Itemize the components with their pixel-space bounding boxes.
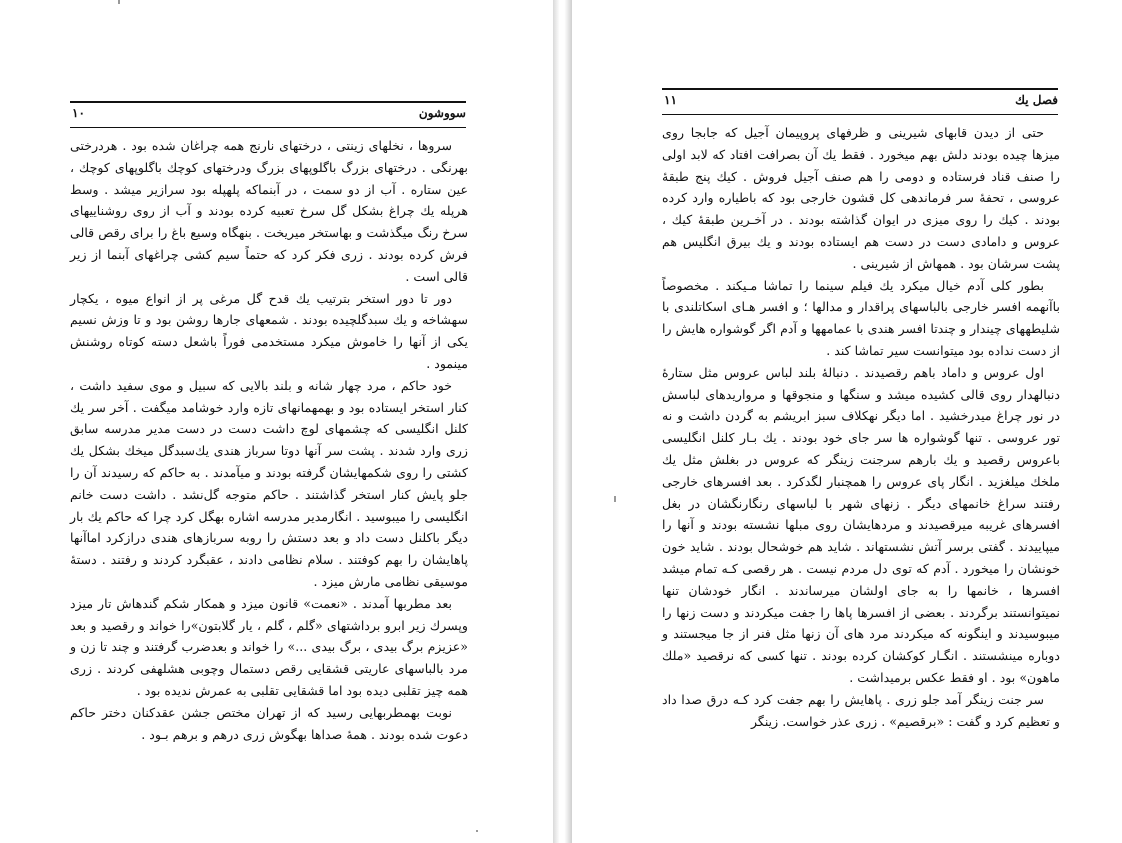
page-speck xyxy=(614,496,616,502)
left-paragraph-4: بعد مطربها آمدند . «نعمت» قانون میزد و همکار شکم گندهاش تار میزد وپسرك زیر ابرو برداشتهای «گلم ، گلم ، یار گلابتون»را خواند و رقصید و بعد «عزیزم برگ بیدی ، برگ بیدی ...» را خواند و بعدضرب گرفتند و چند تا زن و مرد بالباسهای عاریتی قشقایی رقص دستمال وچوبی هشلهفی کردند . زری همه چیز تقلبی دیده بود اما قشقایی تقلبی به عمرش ندیده بود . xyxy=(70,595,468,698)
right-page xyxy=(572,0,1122,843)
left-paragraph-2: دور تا دور استخر بترتیب یك قدح گل مرغی پر از انواع میوه ، یكچار سهشاخه و یك سبدگلچیده بودند . شمعهای جارها روشن بود و تا وزش نسیم یکی از آنها را خاموش میکرد مستخدمی فوراً باشعل دسته کوتاه روشنش مینمود . xyxy=(70,290,468,371)
left-body-text xyxy=(70,135,468,745)
right-running-title: فصل یك xyxy=(1015,93,1058,107)
right-paragraph-4: سر جنت زینگر آمد جلو زری . پاهایش را بهم جفت کرد کـه درق صدا داد و تعظیم کرد و گفت : «برقصیم» . زری عذر خواست. زینگر xyxy=(662,691,1060,729)
left-running-title: سووشون xyxy=(418,106,466,120)
page-speck xyxy=(476,830,478,832)
left-page xyxy=(0,0,553,843)
right-paragraph-3: اول عروس و داماد باهم رقصیدند . دنبالهٔ بلند لباس عروس مثل ستارهٔ دنبالهدار روی قالی کشیده میشد و سنگها و منجوقها و مرواریدهای لباسش در نور چراغ میدرخشید . اما دیگر نهکلاف سبز ابریشم به گردن داشت و نه تور عروسی . تنها گوشواره ها سر جای خود بودند . یك بـار کلنل انگلیسی باعروس رقصید و یك بارهم سرجنت زینگر که عروس در بغلش مثل یك ملخك میلغزید . انگار پای عروس را همچنبار لگدکرد . بعد افسرهای خارجی رفتند سراغ خانمهای دیگر . زنهای شهر با لباسهای رنگارنگشان در بغل افسرهای غریبه میرقصیدند و مردهایشان روی مبلها نشسته بودند و آنها را میپاییدند . گفتی برسر آتش نشستهاند . شاید هم خوشحال بودند . شاید خون خونشان را میخورد . آدم که توی دل مردم نیست . هر رقصی کـه تمام میشد افسرها ، خانمها را به جای اولشان میرساندند . انگار خودشان تنها نمیتوانستند برگردند . بعضی از افسرها پاها را جفت میکردند و دست زنها را میبوسیدند و اینگونه که میکردند مرد های آن زنها مثل فنر از جا میجستند و دوباره مینشستند . انگـار کوکشان کرده بودند . تنها کسی که نرقصید «ملك ماهون» بود . او فقط عکس برمیداشت . xyxy=(662,364,1060,685)
left-paragraph-1: سروها ، نخلهای زینتی ، درختهای نارنج همه چراغان شده بود . هردرختی بهرنگی . درختهای بزرگ باگلوپهای بزرگ ودرختهای کوچك باگلوپهای کوچك ، عین ستاره . آب از دو سمت ، در آبنماکه پلهپله بود سرازیر میشد . وسط هرپله یك چراغ بشکل گل سرخ تعبیه کرده بودند و آب از روی روشناییهای سرخ رنگ میگذشت و بهاستخر میریخت . بنهگاه وسیع باغ را برای رقص قالی فرش کرده بودند . زری فکر کرد که حتماً سیم کشی چراغهای آبنما از زیر قالی است . xyxy=(70,138,468,284)
right-page-number: ۱۱ xyxy=(664,93,677,107)
right-body-text xyxy=(662,122,1060,732)
book-gutter xyxy=(553,0,572,843)
right-page-header xyxy=(662,88,1058,115)
left-page-number: ۱۰ xyxy=(72,106,85,120)
left-paragraph-5: نوبت بهمطربهایی رسید که از تهران مختص جشن عقدکنان دختر حاکم دعوت شده بودند . همهٔ صداها بهگوش زری درهم و برهم بـود . xyxy=(70,704,468,742)
page-speck xyxy=(118,0,120,4)
left-paragraph-3: خود حاکم ، مرد چهار شانه و بلند بالایی که سبیل و موی سفید داشت ، کنار استخر ایستاده بود و بهمهمانهای تازه وارد خوشامد میگفت . آخر سر یك کلنل انگلیسی که چشمهای لوچ داشت دست در دست مدیر مدرسه سابق زری وارد شدند . پشت سر آنها دوتا سرباز هندی یك‌سبدگل میخك بشکل یك کشتی را روی شکمهایشان گرفته بودند و میآمدند . به حاکم که رسیدند آن را جلو پایش کنار استخر گذاشتند . حاکم متوجه گل‌نشد . داشت دست خانم انگلیسی را میبوسید . انگارمدیر مدرسه اشاره بهگل کرد چرا که حاکم یك بار دیگر باکلنل دست داد و بعد دستش را روبه سربازهای هندی درازکرد اماآنها پاهایشان را بهم کوفتند . سلام نظامی دادند ، عقبگرد کردند و رفتند . دستهٔ موسیقی نظامی مارش میزد . xyxy=(70,377,468,589)
right-paragraph-1: حتی از دیدن قابهای شیرینی و ظرفهای پروپیمان آجیل که جابجا روی میزها چیده بودند دلش بهم میخورد . فقط یك آن بصرافت افتاد که لابد اولی را صنف قناد فرستاده و دومی را هم صنف آجیل فروش . کیك پنج طبقهٔ عروسی ، تحفهٔ سر فرماندهی کل قشون خارجی بود که باطیاره وارد کرده بودند . کیك را روی میزی در ایوان گذاشته بودند . در آخـرین طبقهٔ کیك ، عروس و دامادی دست در دست هم ایستاده بودند و یك بیرق انگلیس هم پشت سرشان بود . همهاش از شیرینی . xyxy=(662,125,1060,271)
right-paragraph-2: بطور کلی آدم خیال میکرد یك فیلم سینما را تماشا مـیکند . مخصوصاً باآنهمه افسر خارجی بالباسهای پراقدار و مدالها ؛ و افسر هـای اسکاتلندی با شلیطههای چیندار و چندتا افسر هندی با عمامهها و آدم اگر گوشواره هایش را از دست نداده بود میتوانست سیر تماشا کند . xyxy=(662,277,1060,358)
left-page-header xyxy=(70,101,466,128)
